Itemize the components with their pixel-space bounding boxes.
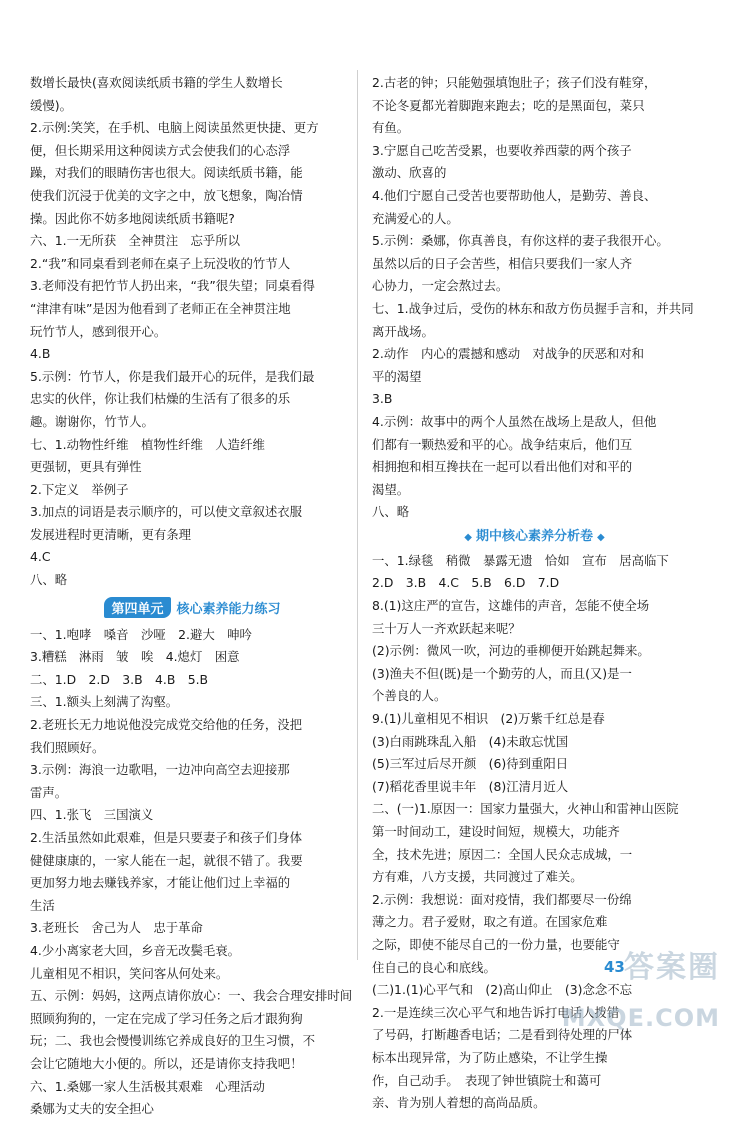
answer-line: 更加努力地去赚钱养家，才能让他们过上幸福的 bbox=[30, 875, 291, 891]
midterm-title: 期中核心素养分析卷 bbox=[475, 528, 593, 544]
answer-line: 桑娜为丈夫的安全担心 bbox=[30, 1101, 154, 1117]
answer-line: 儿童相见不相识，笑问客从何处来。 bbox=[30, 965, 229, 981]
answer-line: 数增长最快(喜欢阅读纸质书籍的学生人数增长 bbox=[30, 75, 283, 90]
left-column bbox=[30, 72, 355, 1121]
answer-line: 六、1.一无所获 全神贯注 忘乎所以 bbox=[30, 233, 241, 249]
answer-line: 离开战场。 bbox=[372, 323, 434, 339]
answer-line: 六、1.桑娜一家人生活极其艰难 心理活动 bbox=[30, 1078, 265, 1094]
answer-line: 薄之力。君子爱财，取之有道。在国家危难 bbox=[372, 914, 608, 930]
answer-line: 一、1.绿毯 稍微 暴露无遗 恰如 宣布 居高临下 bbox=[372, 552, 669, 568]
answer-line: 有鱼。 bbox=[372, 120, 410, 136]
answer-line: 玩；二、我也会慢慢训练它养成良好的卫生习惯，不 bbox=[30, 1033, 315, 1049]
answer-line: 个善良的人。 bbox=[372, 688, 447, 704]
answer-line: (5)三军过后尽开颜 (6)待到重阳日 bbox=[372, 756, 569, 772]
unit-tag: 第四单元 bbox=[104, 597, 170, 618]
answer-line: 健健康康的，一家人能在一起，就很不错了。我要 bbox=[30, 852, 303, 868]
right-answers-part1 bbox=[372, 72, 697, 524]
left-answers-part2 bbox=[30, 624, 355, 1121]
answer-line: 七、1.战争过后，受伤的林东和敌方伤员握手言和，并共同 bbox=[372, 300, 694, 316]
answer-line: (7)稻花香里说丰年 (8)江清月近人 bbox=[372, 778, 569, 794]
answer-line: 们都有一颗热爱和平的心。战争结束后，他们互 bbox=[372, 436, 633, 452]
answer-line: 趣。谢谢你，竹节人。 bbox=[30, 413, 154, 429]
page-number: 43 bbox=[604, 958, 625, 976]
answer-line: 八、略 bbox=[30, 572, 68, 588]
answer-line: 雷声。 bbox=[30, 784, 68, 800]
answer-line: 4.他们宁愿自己受苦也要帮助他人，是勤劳、善良、 bbox=[372, 187, 657, 203]
answer-line: 2.D 3.B 4.C 5.B 6.D 7.D bbox=[372, 575, 560, 591]
answer-line: 便，但长期采用这种阅读方式会使我们的心态浮 bbox=[30, 142, 291, 158]
answer-line: 方有难，八方支援，共同渡过了难关。 bbox=[372, 869, 583, 885]
watermark-bottom-text: MXQE.COM bbox=[561, 1004, 720, 1032]
answer-line: “津津有味”是因为他看到了老师正在全神贯注地 bbox=[30, 300, 291, 316]
answer-line: 二、(一)1.原因一：国家力量强大，火神山和雷神山医院 bbox=[372, 801, 679, 817]
answer-line: (二)1.(1)心平气和 (2)高山仰止 (3)念念不忘 bbox=[372, 982, 633, 998]
answer-line: 2.一是连续三次心平气和地告诉打电话人拨错 bbox=[372, 1004, 620, 1020]
watermark-logo bbox=[526, 942, 726, 1032]
answer-line: 了号码，打断趣香电话；二是看到待处理的尸体 bbox=[372, 1027, 633, 1043]
answer-line: (3)白雨跳珠乱入船 (4)未敢忘忧国 bbox=[372, 733, 569, 749]
answer-line: 躁，对我们的眼睛伤害也很大。阅读纸质书籍，能 bbox=[30, 165, 303, 181]
answer-line: 渴望。 bbox=[372, 481, 410, 497]
answer-line: 之际，即使不能尽自己的一份力量，也要能守 bbox=[372, 936, 620, 952]
answer-line: 操。因此你不妨多地阅读纸质书籍呢? bbox=[30, 210, 235, 226]
answer-line: 全，技术先进；原因二：全国人民众志成城，一 bbox=[372, 846, 633, 862]
answer-line: 2.下定义 举例子 bbox=[30, 481, 129, 497]
answer-line: 七、1.动物性纤维 植物性纤维 人造纤维 bbox=[30, 436, 265, 452]
answer-line: 2.示例：我想说：面对疫情，我们都要尽一份绵 bbox=[372, 891, 632, 907]
answer-line: 住自己的良心和底线。 bbox=[372, 959, 496, 975]
answer-line: 一、1.咆哮 嗓音 沙哑 2.避大 呻吟 bbox=[30, 626, 252, 642]
answer-line: 更强韧，更具有弹性 bbox=[30, 459, 142, 475]
answer-line: 相拥抱和相互搀扶在一起可以看出他们对和平的 bbox=[372, 459, 633, 475]
answer-line: 2.示例:笑笑，在手机、电脑上阅读虽然更快捷、更方 bbox=[30, 120, 319, 136]
answer-line: 虽然以后的日子会苦些，相信只要我们一家人齐 bbox=[372, 255, 633, 271]
answer-line: 3.糟糕 淋雨 皱 唉 4.熄灯 困意 bbox=[30, 649, 240, 665]
answer-line: 第一时间动工，建设时间短，规模大，功能齐 bbox=[372, 824, 620, 839]
answer-line: 缓慢)。 bbox=[30, 97, 73, 113]
answer-line: 2.动作 内心的震撼和感动 对战争的厌恶和对和 bbox=[372, 346, 645, 362]
answer-line: 八、略 bbox=[372, 504, 410, 520]
answer-line: 3.老师没有把竹节人扔出来，“我”很失望；同桌看得 bbox=[30, 278, 315, 294]
answer-line: 玩竹节人，感到很开心。 bbox=[30, 323, 167, 339]
answer-line: 忠实的伙伴，你让我们枯燥的生活有了很多的乐 bbox=[30, 391, 291, 407]
midterm-banner bbox=[372, 524, 697, 550]
answer-line: 3.加点的词语是表示顺序的，可以使文章叙述衣服 bbox=[30, 504, 303, 520]
answer-line: 我们照顾好。 bbox=[30, 739, 105, 755]
answer-line: 不论冬夏都光着脚跑来跑去；吃的是黑面包，菜只 bbox=[372, 97, 645, 113]
answer-line: 3.老班长 舍己为人 忠于革命 bbox=[30, 920, 203, 936]
banner-left-deco-icon: ◆ bbox=[464, 531, 472, 543]
answer-line: 四、1.张飞 三国演义 bbox=[30, 807, 154, 823]
watermark-top-text: 答案圈 bbox=[624, 950, 720, 985]
answer-line: 生活 bbox=[30, 897, 55, 913]
answer-line: 2.生活虽然如此艰难，但是只要妻子和孩子们身体 bbox=[30, 830, 303, 845]
answer-line: 4.示例：故事中的两个人虽然在战场上是敌人，但他 bbox=[372, 413, 657, 429]
answer-line: 4.B bbox=[30, 346, 51, 362]
answer-line: (3)渔夫不但(既)是一个勤劳的人，而且(又)是一 bbox=[372, 665, 632, 681]
unit-four-banner bbox=[30, 592, 355, 624]
answer-line: 二、1.D 2.D 3.B 4.B 5.B bbox=[30, 671, 209, 687]
answer-line: 五、示例：妈妈，这两点请你放心：一、我会合理安排时间 bbox=[30, 988, 353, 1004]
answer-line: 标本出现异常，为了防止感染，不让学生操 bbox=[372, 1049, 608, 1065]
answer-line: 9.(1)儿童相见不相识 (2)万紫千红总是春 bbox=[372, 711, 605, 727]
answer-line: 3.宁愿自己吃苦受累，也要收养西蒙的两个孩子 bbox=[372, 142, 632, 158]
answer-line: (2)示例：微风一吹，河边的垂柳便开始跳起舞来。 bbox=[372, 643, 650, 659]
answer-line: 三、1.额头上刻满了沟壑。 bbox=[30, 694, 179, 710]
answer-line: 激动、欣喜的 bbox=[372, 165, 447, 181]
answer-line: 心协力，一定会熬过去。 bbox=[372, 278, 509, 294]
answer-line: 发展进程时更清晰，更有条理 bbox=[30, 526, 192, 542]
answer-line: 5.示例：竹节人，你是我们最开心的玩伴，是我们最 bbox=[30, 368, 315, 384]
answer-line: 作，自己动手。 表现了钟世镇院士和蔼可 bbox=[372, 1072, 602, 1088]
answer-line: 5.示例：桑娜，你真善良，有你这样的妻子我很开心。 bbox=[372, 233, 669, 249]
banner-right-deco-icon: ◆ bbox=[597, 531, 605, 543]
answer-line: 4.C bbox=[30, 549, 51, 565]
answer-line: 平的渴望 bbox=[372, 368, 422, 384]
answer-line: 会让它随地大小便的。所以，还是请你支持我吧！ bbox=[30, 1055, 303, 1071]
answer-line: 使我们沉浸于优美的文字之中，放飞想象，陶冶情 bbox=[30, 187, 303, 203]
answer-line: 8.(1)这庄严的宣告，这雄伟的声音，怎能不使全场 bbox=[372, 598, 650, 614]
answer-line: 3.B bbox=[372, 391, 393, 407]
unit-title: 核心素养能力练习 bbox=[176, 602, 281, 618]
answer-line: 2.老班长无力地说他没完成党交给他的任务，没把 bbox=[30, 717, 303, 733]
answer-line: 充满爱心的人。 bbox=[372, 210, 459, 226]
column-divider bbox=[357, 70, 358, 960]
answer-line: 4.少小离家老大回，乡音无改鬓毛衰。 bbox=[30, 942, 241, 958]
answer-line: 三十万人一齐欢跃起来呢？ bbox=[372, 620, 521, 636]
answer-line: 2.“我”和同桌看到老师在桌子上玩没收的竹节人 bbox=[30, 255, 291, 271]
answer-line: 3.示例：海浪一边歌唱，一边冲向高空去迎接那 bbox=[30, 762, 290, 778]
left-answers-part1 bbox=[30, 72, 355, 592]
answer-line: 照顾狗狗的，一定在完成了学习任务之后才跟狗狗 bbox=[30, 1010, 303, 1026]
answer-line: 亲、肯为别人着想的高尚品质。 bbox=[372, 1095, 546, 1111]
answer-line: 2.古老的钟；只能勉强填饱肚子；孩子们没有鞋穿， bbox=[372, 75, 657, 90]
